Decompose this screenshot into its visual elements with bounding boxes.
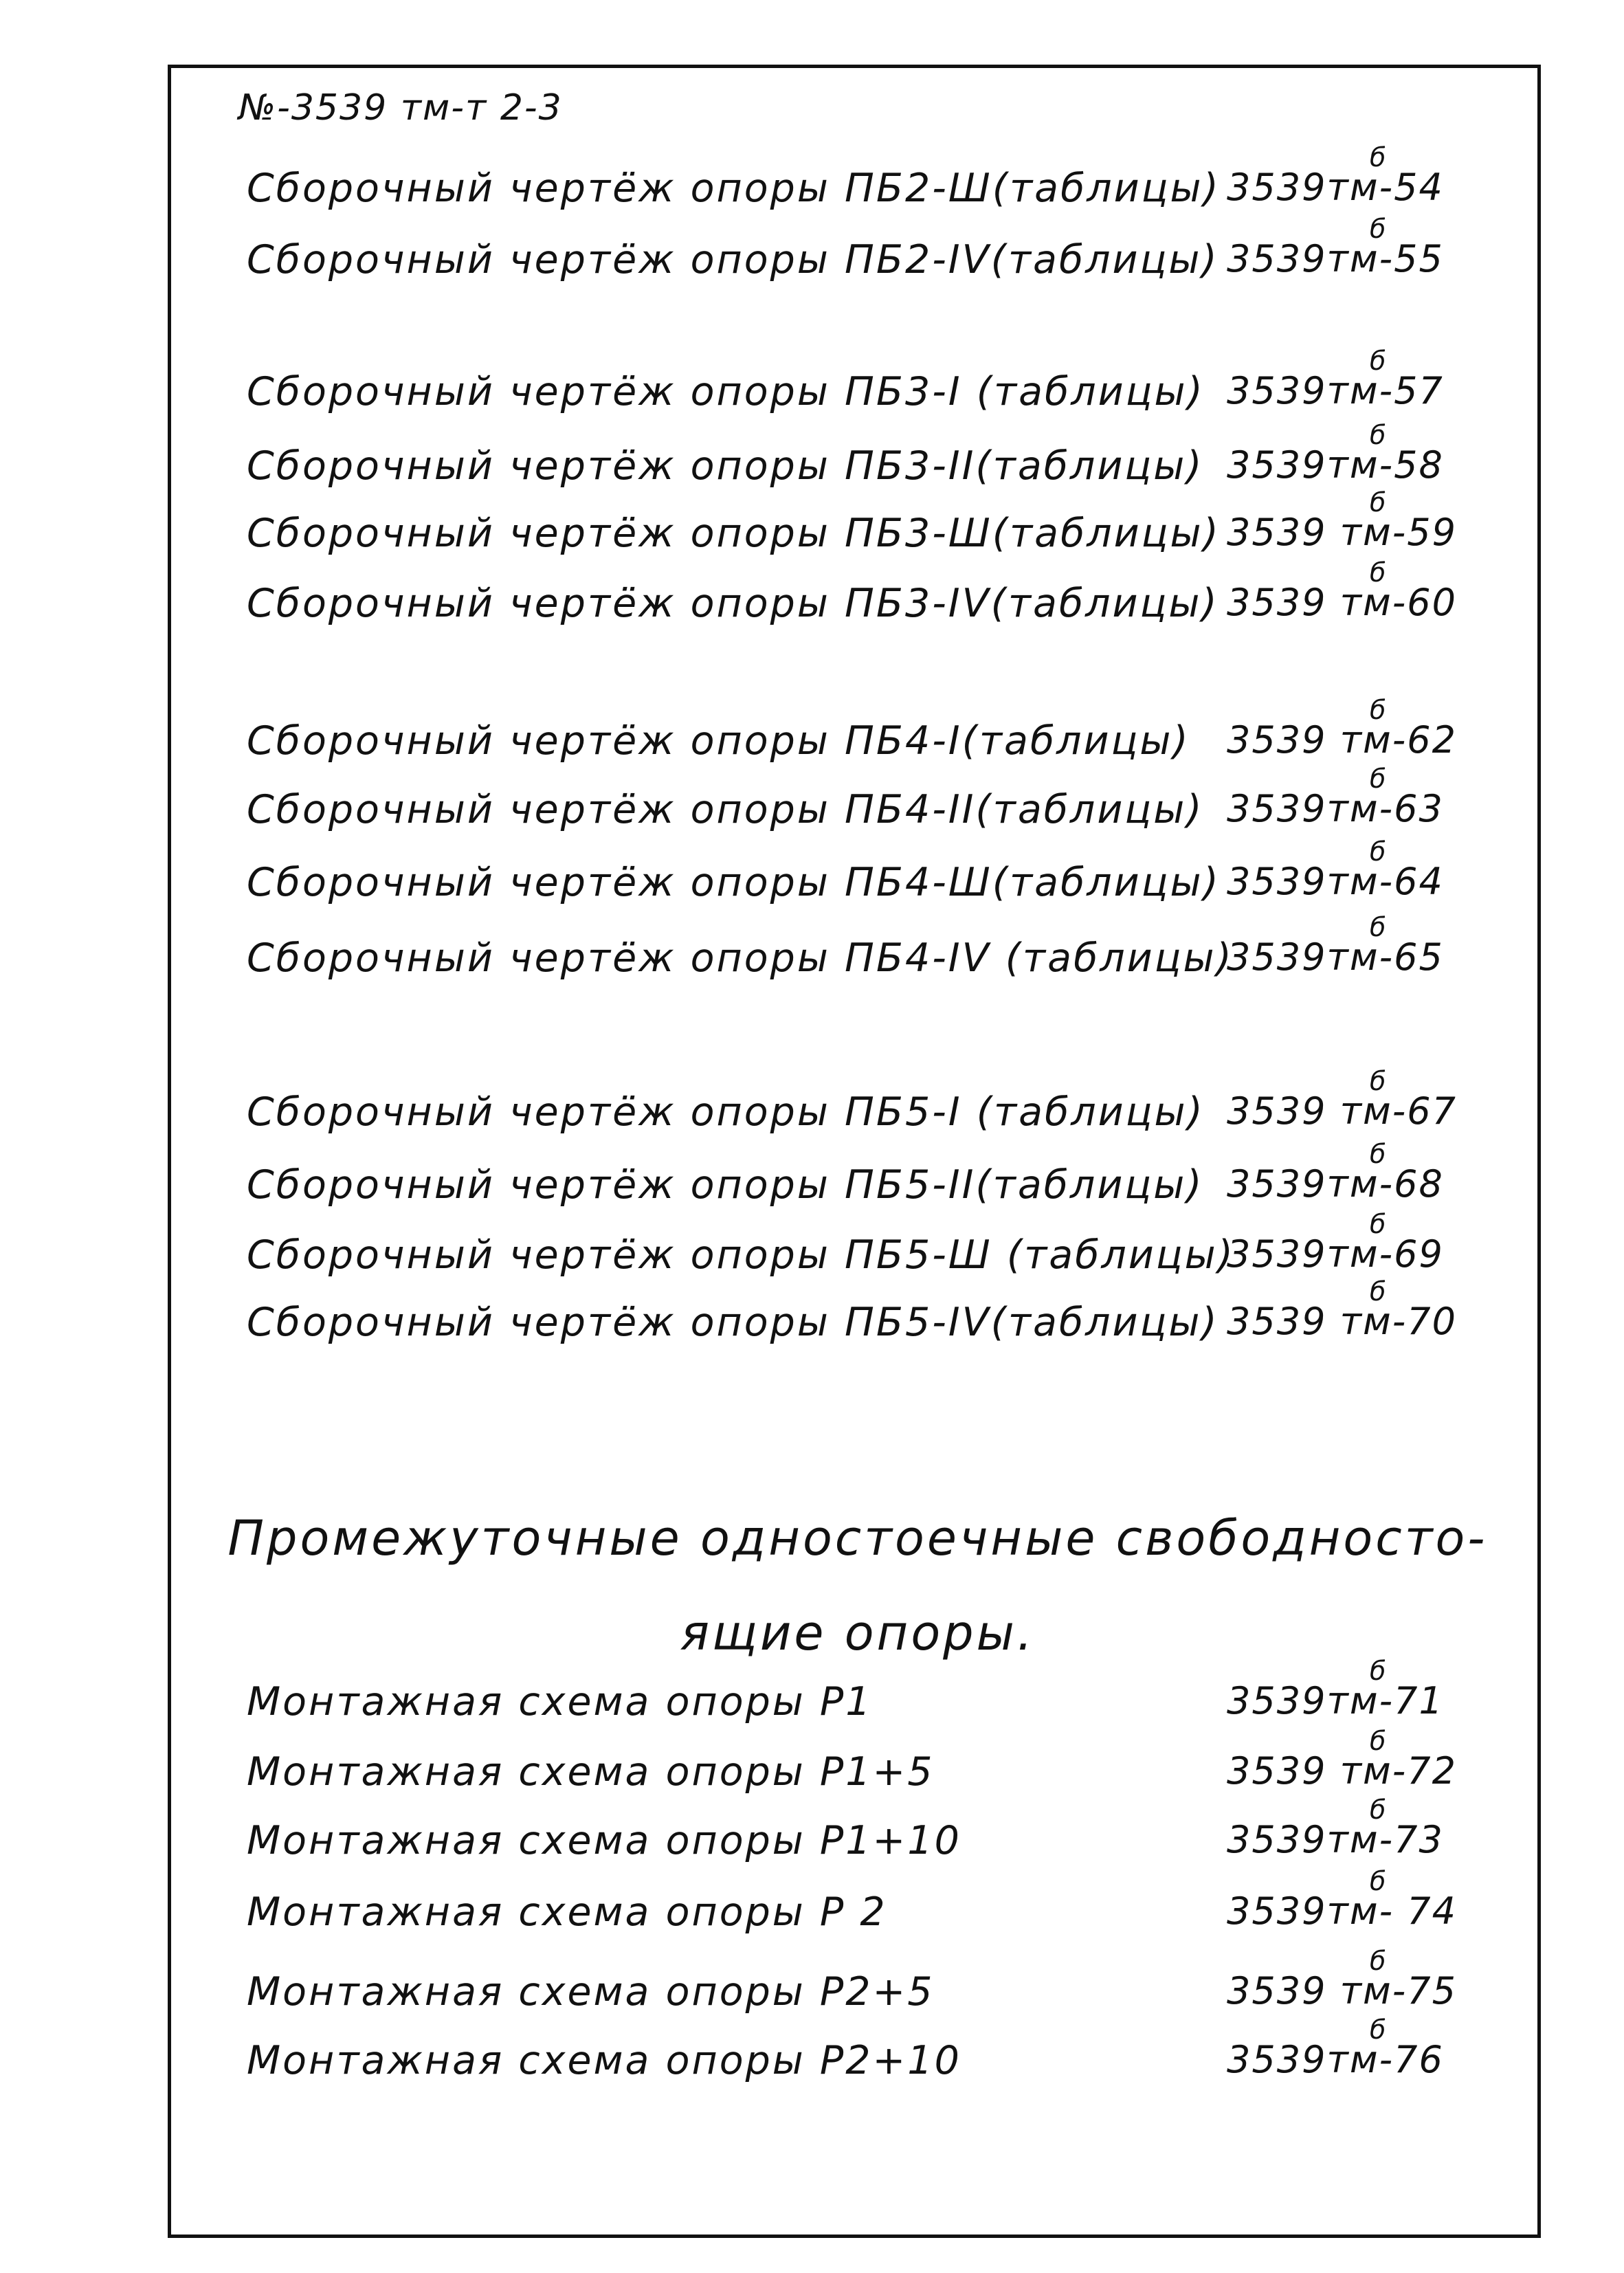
entry-code: 3539тм-76 (1227, 2038, 1444, 2081)
entry-suffix: б (1370, 1276, 1386, 1307)
entry-suffix: б (1370, 1209, 1386, 1239)
entry-title: Сборочный чертёж опоры ПБ2-IV(таблицы) (247, 237, 1219, 282)
section-heading-continued: ящие опоры. (680, 1605, 1036, 1661)
entry-title: Монтажная схема опоры Р 2 (247, 1889, 887, 1935)
entry-title: Сборочный чертёж опоры ПБ4-I(таблицы) (247, 718, 1190, 764)
entry-suffix: б (1370, 214, 1386, 244)
list-item (247, 1795, 1525, 1873)
entry-title: Монтажная схема опоры Р1+5 (247, 1749, 935, 1795)
entry-title: Сборочный чертёж опоры ПБ5-IV(таблицы) (247, 1300, 1219, 1345)
list-item (247, 764, 1525, 842)
entry-code: 3539тм-63 (1227, 787, 1444, 830)
list-item (247, 1946, 1525, 2024)
entry-title: Сборочный чертёж опоры ПБ3-IV(таблицы) (247, 581, 1219, 626)
list-item (247, 1276, 1525, 1355)
list-item (247, 1209, 1525, 1287)
entry-suffix: б (1370, 346, 1386, 376)
list-item (247, 2015, 1525, 2093)
entry-title: Сборочный чертёж опоры ПБ3-Ш(таблицы) (247, 511, 1221, 556)
entry-code: 3539 тм-70 (1227, 1300, 1457, 1343)
entry-suffix: б (1370, 142, 1386, 173)
entry-suffix: б (1370, 1866, 1386, 1896)
list-item (247, 346, 1525, 424)
list-item (247, 695, 1525, 773)
entry-title: Сборочный чертёж опоры ПБ3-I (таблицы) (247, 369, 1205, 414)
entry-suffix: б (1370, 1656, 1386, 1686)
entry-suffix: б (1370, 1139, 1386, 1169)
list-item (247, 142, 1525, 221)
entry-code: 3539тм-68 (1227, 1162, 1444, 1206)
entry-code: 3539 тм-62 (1227, 718, 1457, 762)
list-item (247, 487, 1525, 566)
entry-suffix: б (1370, 836, 1386, 867)
entry-code: 3539 тм-75 (1227, 1969, 1457, 2013)
list-item (247, 836, 1525, 915)
entry-code: 3539 тм-59 (1227, 511, 1457, 554)
list-item (247, 420, 1525, 498)
entry-code: 3539тм-64 (1227, 860, 1444, 903)
entry-code: 3539тм-57 (1227, 369, 1444, 412)
entry-title: Монтажная схема опоры Р2+5 (247, 1969, 935, 2015)
entry-title: Сборочный чертёж опоры ПБ5-I (таблицы) (247, 1089, 1205, 1135)
list-item (247, 912, 1525, 990)
entry-suffix: б (1370, 912, 1386, 942)
entry-suffix: б (1370, 2015, 1386, 2045)
list-item (247, 1726, 1525, 1804)
entry-title: Сборочный чертёж опоры ПБ5-II(таблицы) (247, 1162, 1204, 1208)
entry-suffix: б (1370, 420, 1386, 450)
list-item (247, 214, 1525, 292)
entry-suffix: б (1370, 764, 1386, 794)
entry-code: 3539тм-73 (1227, 1818, 1444, 1861)
entry-code: 3539тм- 74 (1227, 1889, 1457, 1933)
list-item (247, 1656, 1525, 1734)
entry-title: Сборочный чертёж опоры ПБ3-II(таблицы) (247, 443, 1204, 489)
entry-code: 3539тм-55 (1227, 237, 1444, 280)
list-item (247, 1139, 1525, 1217)
list-item (247, 1066, 1525, 1144)
list-item (247, 1866, 1525, 1944)
entry-code: 3539тм-71 (1227, 1679, 1444, 1722)
section-heading: Промежуточные одностоечные свободносто- (227, 1510, 1488, 1566)
entry-suffix: б (1370, 1066, 1386, 1096)
entry-title: Сборочный чертёж опоры ПБ4-II(таблицы) (247, 787, 1204, 832)
entry-title: Сборочный чертёж опоры ПБ5-Ш (таблицы) (247, 1232, 1235, 1278)
entry-code: 3539 тм-72 (1227, 1749, 1457, 1793)
entry-suffix: б (1370, 1726, 1386, 1756)
entry-code: 3539 тм-60 (1227, 581, 1457, 624)
entry-title: Сборочный чертёж опоры ПБ2-Ш(таблицы) (247, 166, 1221, 211)
entry-suffix: б (1370, 487, 1386, 518)
entry-suffix: б (1370, 695, 1386, 725)
entry-suffix: б (1370, 557, 1386, 588)
document-number: №-3539 тм-т 2-3 (238, 87, 563, 129)
entry-title: Сборочный чертёж опоры ПБ4-Ш(таблицы) (247, 860, 1221, 905)
document-sheet (168, 65, 1541, 2238)
entry-code: 3539 тм-67 (1227, 1089, 1457, 1133)
entry-title: Сборочный чертёж опоры ПБ4-IV (таблицы) (247, 935, 1234, 981)
entry-suffix: б (1370, 1795, 1386, 1825)
entry-code: 3539тм-54 (1227, 166, 1444, 209)
entry-code: 3539тм-65 (1227, 935, 1444, 979)
list-item (247, 557, 1525, 636)
entry-title: Монтажная схема опоры Р2+10 (247, 2038, 961, 2083)
entry-title: Монтажная схема опоры Р1 (247, 1679, 873, 1725)
entry-suffix: б (1370, 1946, 1386, 1976)
entry-code: 3539тм-69 (1227, 1232, 1444, 1276)
entry-code: 3539тм-58 (1227, 443, 1444, 487)
entry-title: Монтажная схема опоры Р1+10 (247, 1818, 961, 1863)
